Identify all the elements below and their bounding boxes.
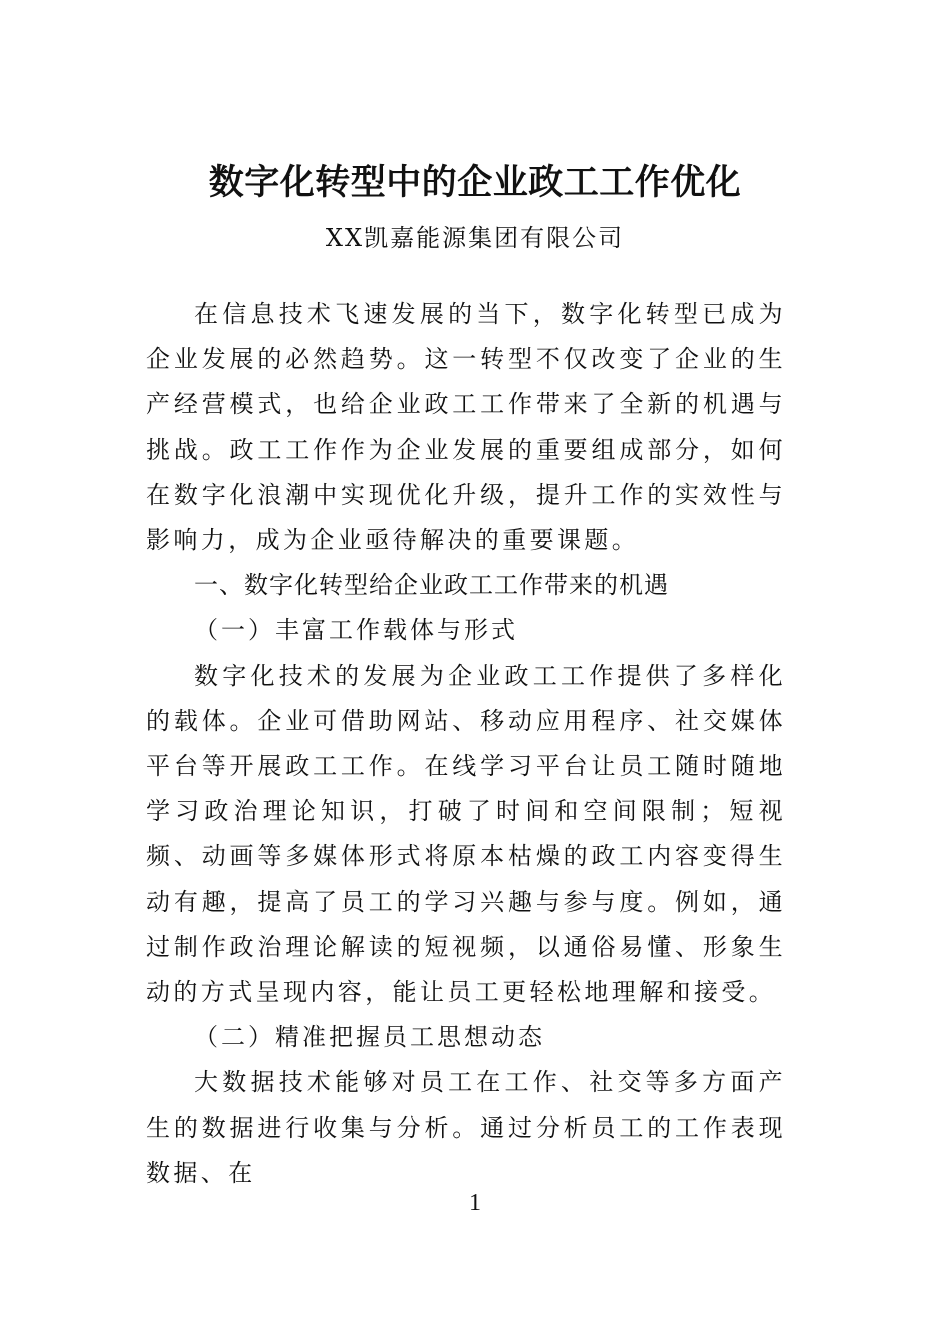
body-paragraph-1: 数字化技术的发展为企业政工工作提供了多样化的载体。企业可借助网站、移动应用程序、社交媒体平台等开展政工工作。在线学习平台让员工随时随地学习政治理论知识，打破了时间和空间限制；短视频、动画等多媒体形式将原本枯燥的政工内容变得生动有趣，提高了员工的学习兴趣与参与度。例如，通过制作政治理论解读的短视频，以通俗易懂、形象生动的方式呈现内容，能让员工更轻松地理解和接受。 <box>146 661 786 1007</box>
intro-paragraph: 在信息技术飞速发展的当下，数字化转型已成为企业发展的必然趋势。这一转型不仅改变了企业的生产经营模式，也给企业政工工作带来了全新的机遇与挑战。政工工作作为企业发展的重要组成部分，如何在数字化浪潮中实现优化升级，提升工作的实效性与影响力，成为企业亟待解决的重要课题。 <box>146 300 786 555</box>
section-heading-1: 一、数字化转型给企业政工工作带来的机遇 <box>194 571 669 600</box>
subsection-heading-1: （一）丰富工作载体与形式 <box>194 616 518 645</box>
document-title: 数字化转型中的企业政工工作优化 <box>208 163 742 203</box>
body-paragraph-2: 大数据技术能够对员工在工作、社交等多方面产生的数据进行收集与分析。通过分析员工的工作表现数据、在 <box>146 1068 786 1187</box>
document-body <box>146 292 786 1196</box>
page-number: 1 <box>469 1190 481 1216</box>
subsection-heading-2: （二）精准把握员工思想动态 <box>194 1023 545 1052</box>
document-subtitle: XX凯嘉能源集团有限公司 <box>325 224 625 252</box>
